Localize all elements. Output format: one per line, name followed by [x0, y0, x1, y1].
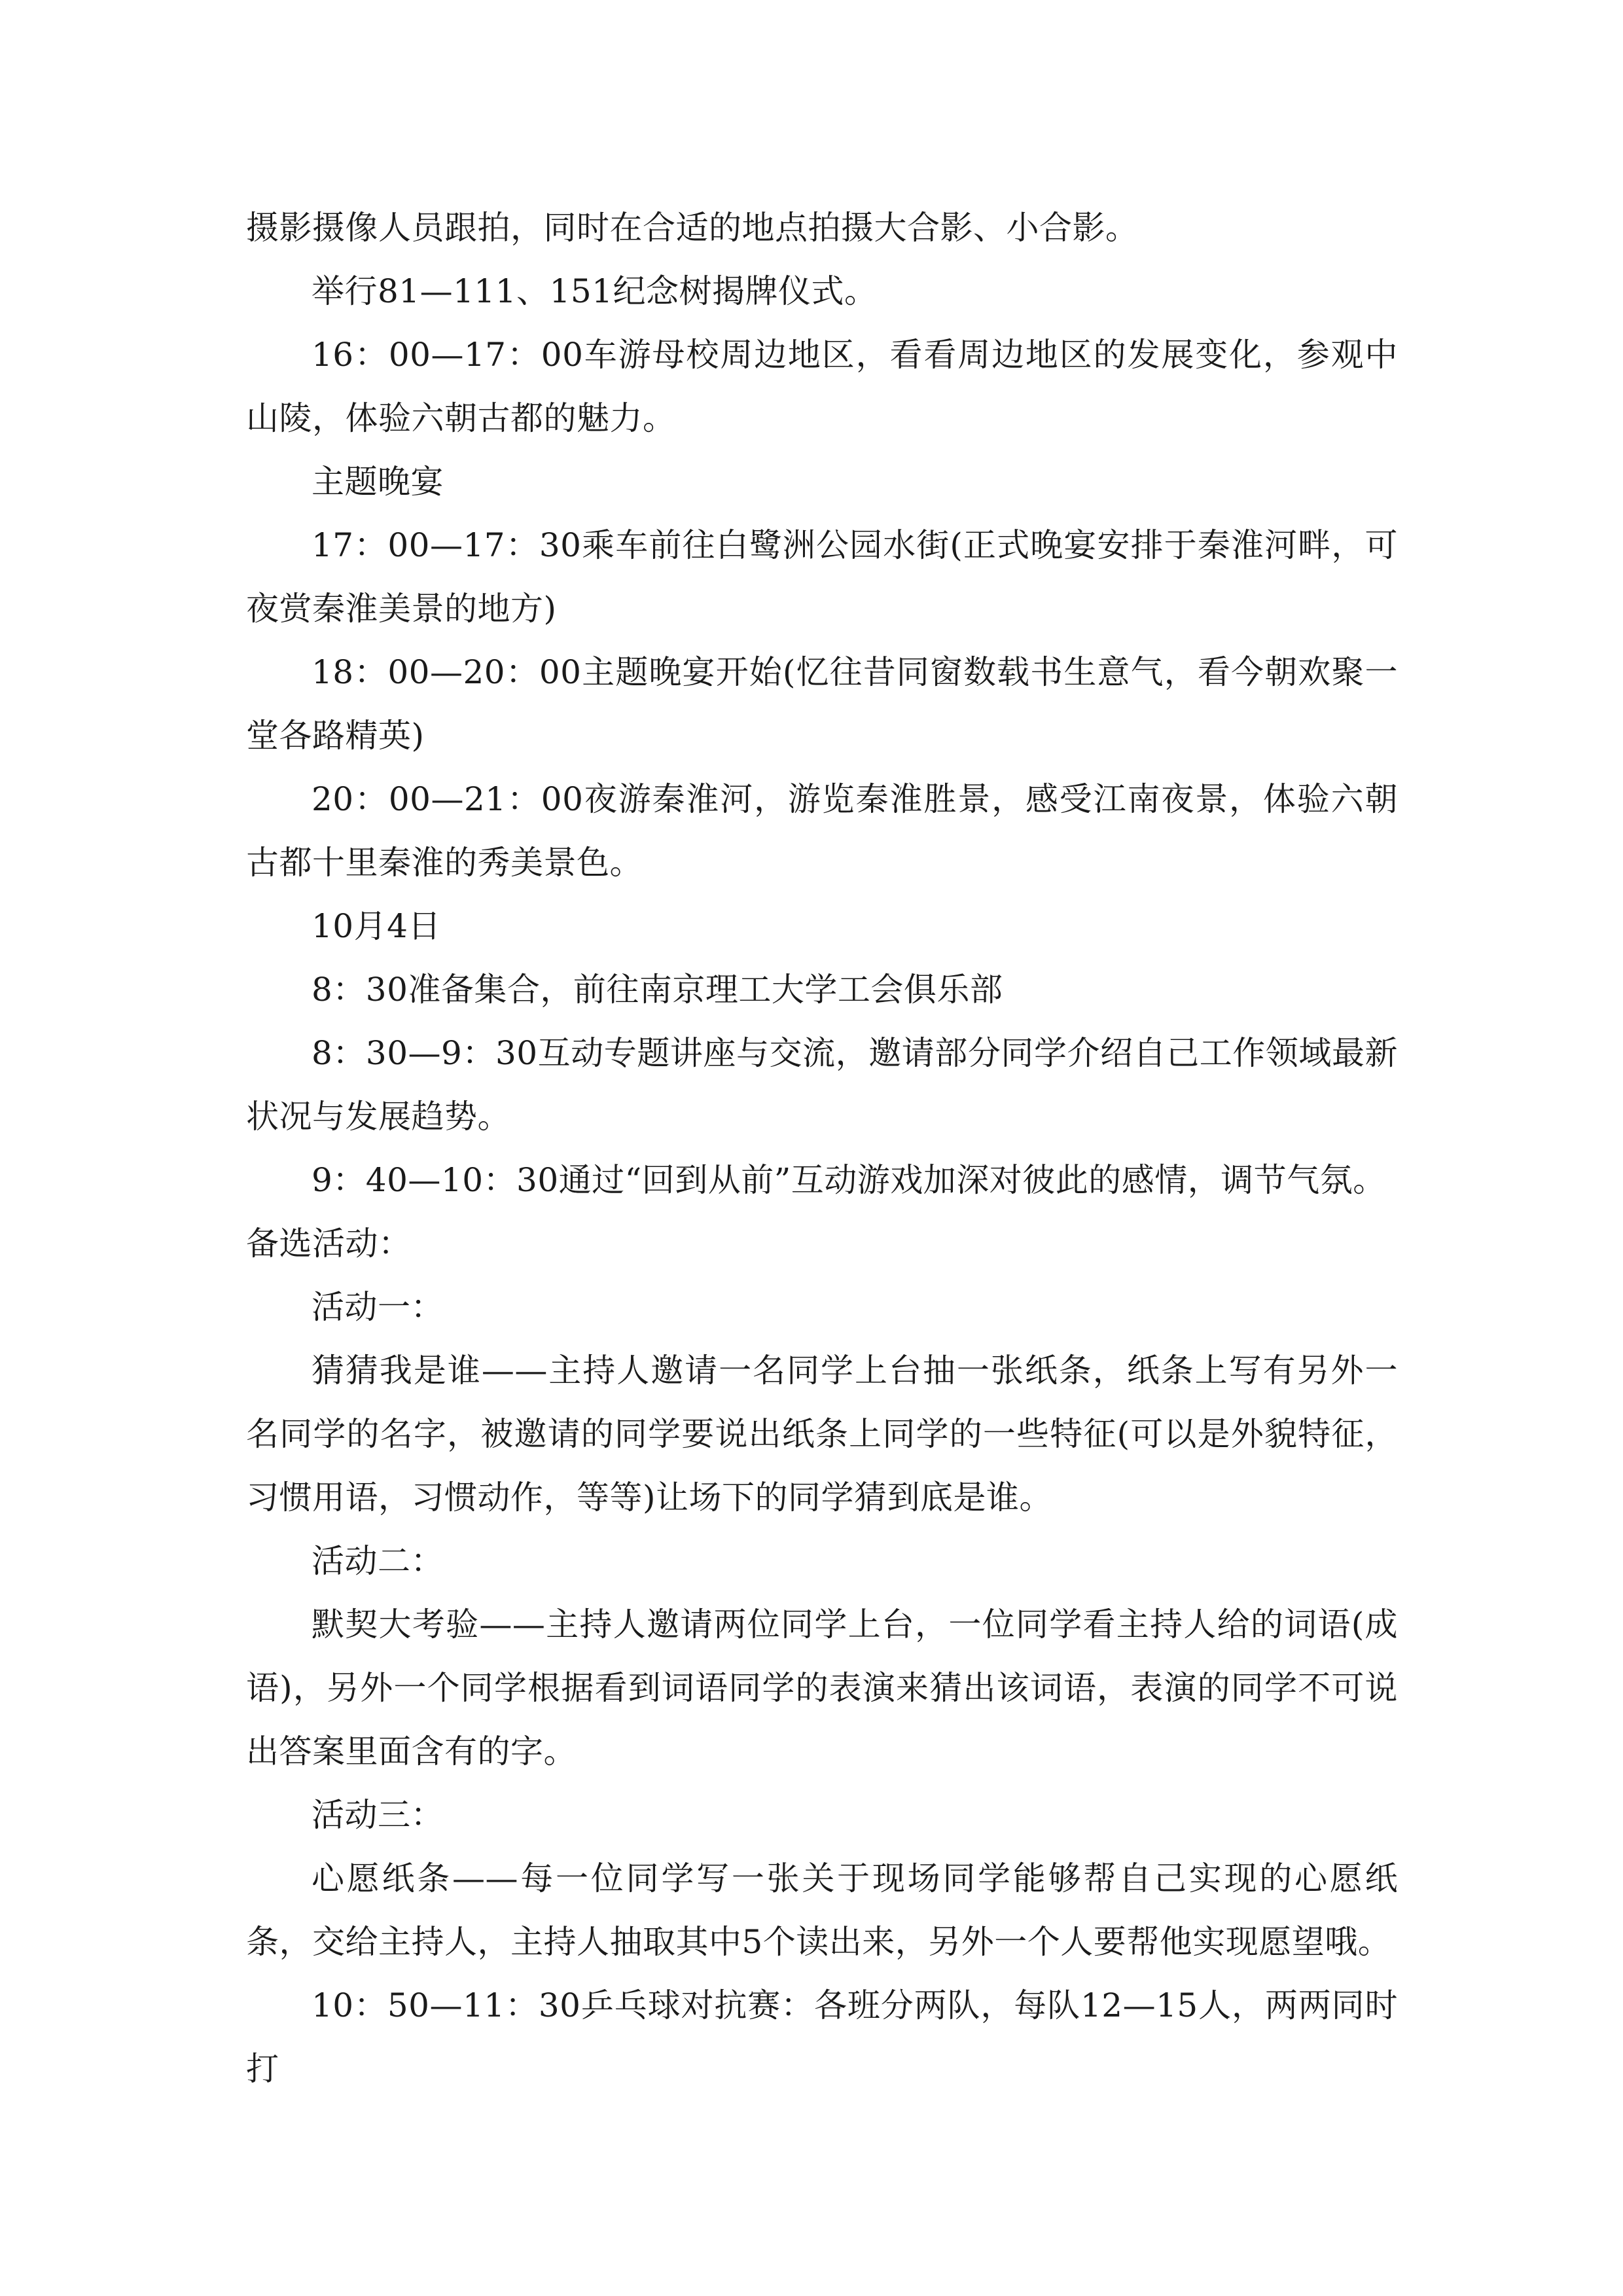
paragraph: 猜猜我是谁——主持人邀请一名同学上台抽一张纸条，纸条上写有另外一名同学的名字，被邀请的同学要说出纸条上同学的一些特征(可以是外貌特征，习惯用语，习惯动作，等等)让场下的同学猜到底是谁。 — [246, 1352, 1398, 1516]
paragraph: 10：50—11：30乒乓球对抗赛：各班分两队，每队12—15人，两两同时打 — [246, 1986, 1398, 2088]
paragraph: 20：00—21：00夜游秦淮河，游览秦淮胜景，感受江南夜景，体验六朝古都十里秦淮的秀美景色。 — [246, 780, 1398, 882]
paragraph: 举行81—111、151纪念树揭牌仪式。 — [312, 272, 878, 310]
activity-heading: 活动三： — [312, 1796, 444, 1834]
paragraph: 8：30—9：30互动专题讲座与交流，邀请部分同学介绍自己工作领域最新状况与发展趋势。 — [246, 1034, 1398, 1136]
section-heading: 主题晚宴 — [312, 463, 444, 501]
section-heading: 备选活动： — [246, 1225, 412, 1263]
paragraph: 心愿纸条——每一位同学写一张关于现场同学能够帮自己实现的心愿纸条，交给主持人，主持人抽取其中5个读出来，另外一个人要帮他实现愿望哦。 — [246, 1859, 1398, 1961]
paragraph: 17：00—17：30乘车前往白鹭洲公园水街(正式晚宴安排于秦淮河畔，可夜赏秦淮美景的地方) — [246, 526, 1398, 628]
paragraph: 9：40—10：30通过“回到从前”互动游戏加深对彼此的感情，调节气氛。 — [312, 1161, 1386, 1199]
activity-heading: 活动一： — [312, 1288, 444, 1326]
paragraph: 16：00—17：00车游母校周边地区，看看周边地区的发展变化，参观中山陵，体验六朝古都的魅力。 — [246, 336, 1398, 437]
paragraph: 18：00—20：00主题晚宴开始(忆往昔同窗数载书生意气，看今朝欢聚一堂各路精英) — [246, 653, 1398, 755]
date-heading: 10月4日 — [312, 907, 441, 945]
activity-heading: 活动二： — [312, 1542, 444, 1580]
document-body — [246, 196, 1398, 2101]
paragraph: 8：30准备集合，前往南京理工大学工会俱乐部 — [312, 971, 1003, 1009]
paragraph: 默契大考验——主持人邀请两位同学上台，一位同学看主持人给的词语(成语)，另外一个同学根据看到词语同学的表演来猜出该词语，表演的同学不可说出答案里面含有的字。 — [246, 1605, 1398, 1770]
paragraph: 摄影摄像人员跟拍，同时在合适的地点拍摄大合影、小合影。 — [246, 209, 1139, 247]
